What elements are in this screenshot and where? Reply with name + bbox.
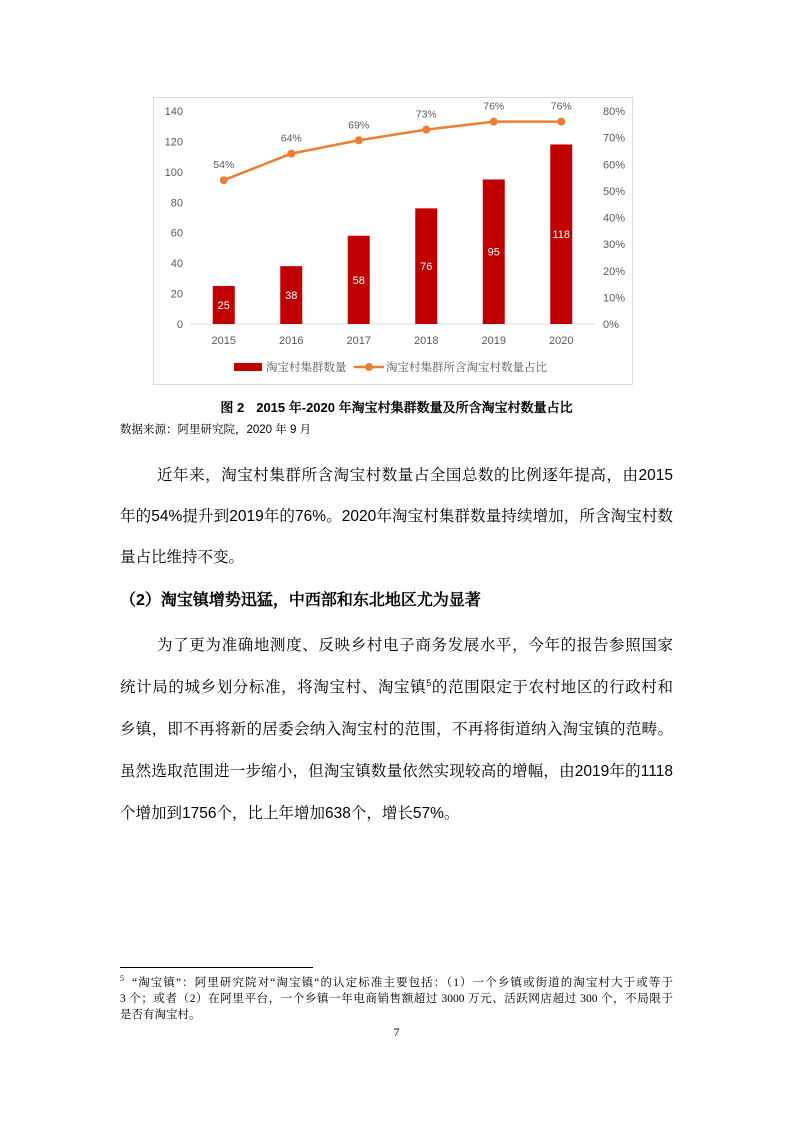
line-point xyxy=(220,176,228,184)
bar-value-label: 25 xyxy=(217,299,230,312)
bar-value-label: 76 xyxy=(420,261,433,274)
legend-label-line: 淘宝村集群所含淘宝村数量占比 xyxy=(386,362,547,374)
x-axis-tick-label: 2015 xyxy=(211,335,236,347)
paragraph-line: 为了更为准确地测度、反映乡村电子商务发展水平，今年的报告参照国家 xyxy=(157,637,673,654)
line-text: 的范围限定于农村地区的行政村和 xyxy=(431,679,673,696)
combo-bar-line-chart xyxy=(153,97,633,385)
page-number: 7 xyxy=(393,1025,400,1039)
y2-axis-tick-label: 60% xyxy=(603,159,626,172)
footnote-reference[interactable]: 5 xyxy=(426,677,432,688)
y-axis-tick-label: 120 xyxy=(164,136,183,149)
paragraph-line: 量占比维持不变。 xyxy=(120,549,245,566)
bar-value-label: 95 xyxy=(487,246,500,259)
y2-axis-tick-label: 20% xyxy=(603,265,626,278)
line-value-label: 64% xyxy=(280,132,302,145)
y-axis-tick-label: 140 xyxy=(164,106,183,118)
figure-caption xyxy=(0,398,793,418)
paragraph-line: 虽然选取范围进一步缩小，但淘宝镇数量依然实现较高的增幅，由2019年的1118 xyxy=(120,763,673,780)
y2-axis-tick-label: 30% xyxy=(603,239,626,252)
bar-value-label: 58 xyxy=(352,274,365,287)
line-value-label: 73% xyxy=(415,108,437,121)
y-axis-tick-label: 80 xyxy=(170,197,183,210)
line-point xyxy=(422,126,430,134)
bar-value-label: 118 xyxy=(552,229,571,242)
paragraph-line: 乡镇，即不再将新的居委会纳入淘宝村的范围，不再将街道纳入淘宝镇的范畴。 xyxy=(120,721,673,738)
line-value-label: 69% xyxy=(348,119,370,132)
bar-value-label: 38 xyxy=(285,290,298,303)
y-axis-tick-label: 20 xyxy=(170,288,183,301)
y-axis-tick-label: 40 xyxy=(170,258,183,271)
paragraph-line xyxy=(120,667,673,709)
figure-source: 数据来源：阿里研究院，2020 年 9 月 xyxy=(120,424,312,436)
line-point xyxy=(355,136,363,144)
line-value-label: 76% xyxy=(483,100,505,113)
footnote-line: 是否有淘宝村。 xyxy=(120,1009,201,1021)
x-axis-tick-label: 2019 xyxy=(481,335,506,347)
paragraph-line: 个增加到1756个，比上年增加638个，增长57%。 xyxy=(120,805,460,822)
y2-axis-tick-label: 10% xyxy=(603,292,626,305)
line-point xyxy=(490,118,498,126)
y2-axis-tick-label: 40% xyxy=(603,212,626,225)
legend-label-bar: 淘宝村集群数量 xyxy=(266,362,347,374)
legend-swatch-marker xyxy=(365,363,373,371)
section-heading: （2）淘宝镇增势迅猛，中西部和东北地区尤为显著 xyxy=(120,592,481,609)
line-value-label: 54% xyxy=(213,159,235,172)
y-axis-tick-label: 60 xyxy=(170,227,183,240)
paragraph xyxy=(120,625,673,835)
x-axis-tick-label: 2017 xyxy=(346,335,371,347)
x-axis-tick-label: 2018 xyxy=(414,335,439,347)
footnote-marker: 5 xyxy=(120,974,124,984)
x-axis-tick-label: 2016 xyxy=(279,335,304,347)
paragraph-line: 年的54%提升到2019年的76%。2020年淘宝村集群数量持续增加，所含淘宝村数 xyxy=(120,508,673,525)
footnote-line xyxy=(120,975,673,991)
line-point xyxy=(287,150,295,158)
y2-axis-tick-label: 0% xyxy=(603,319,619,331)
y-axis-tick-label: 100 xyxy=(164,166,183,179)
legend-swatch-bar xyxy=(234,363,262,371)
paragraph-line: 近年来，淘宝村集群所含淘宝村数量占全国总数的比例逐年提高，由2015 xyxy=(157,467,673,484)
y2-axis-tick-label: 70% xyxy=(603,132,626,145)
y-axis-tick-label: 0 xyxy=(176,319,183,331)
figure-chart xyxy=(153,97,633,385)
line-point xyxy=(557,118,565,126)
footnote-text: “淘宝镇”：阿里研究院对“淘宝镇“的认定标准主要包括：（1）一个乡镇或街道的淘宝村大于或等于 xyxy=(132,977,673,989)
footnote xyxy=(120,975,673,1023)
line-text: 统计局的城乡划分标准，将淘宝村、淘宝镇 xyxy=(120,679,427,696)
x-axis-tick-label: 2020 xyxy=(549,335,574,347)
line-value-label: 76% xyxy=(550,100,572,113)
figure-title: 2015 年-2020 年淘宝村集群数量及所含淘宝村数量占比 xyxy=(256,400,573,415)
y2-axis-tick-label: 80% xyxy=(603,106,626,118)
footnote-line: 3 个；或者（2）在阿里平台，一个乡镇一年电商销售额超过 3000 万元、活跃网店超过 300 个，不局限于 xyxy=(120,993,673,1005)
paragraph xyxy=(120,455,673,578)
y2-axis-tick-label: 50% xyxy=(603,185,626,198)
footnote-separator xyxy=(120,967,313,968)
figure-label: 图 2 xyxy=(220,400,245,415)
